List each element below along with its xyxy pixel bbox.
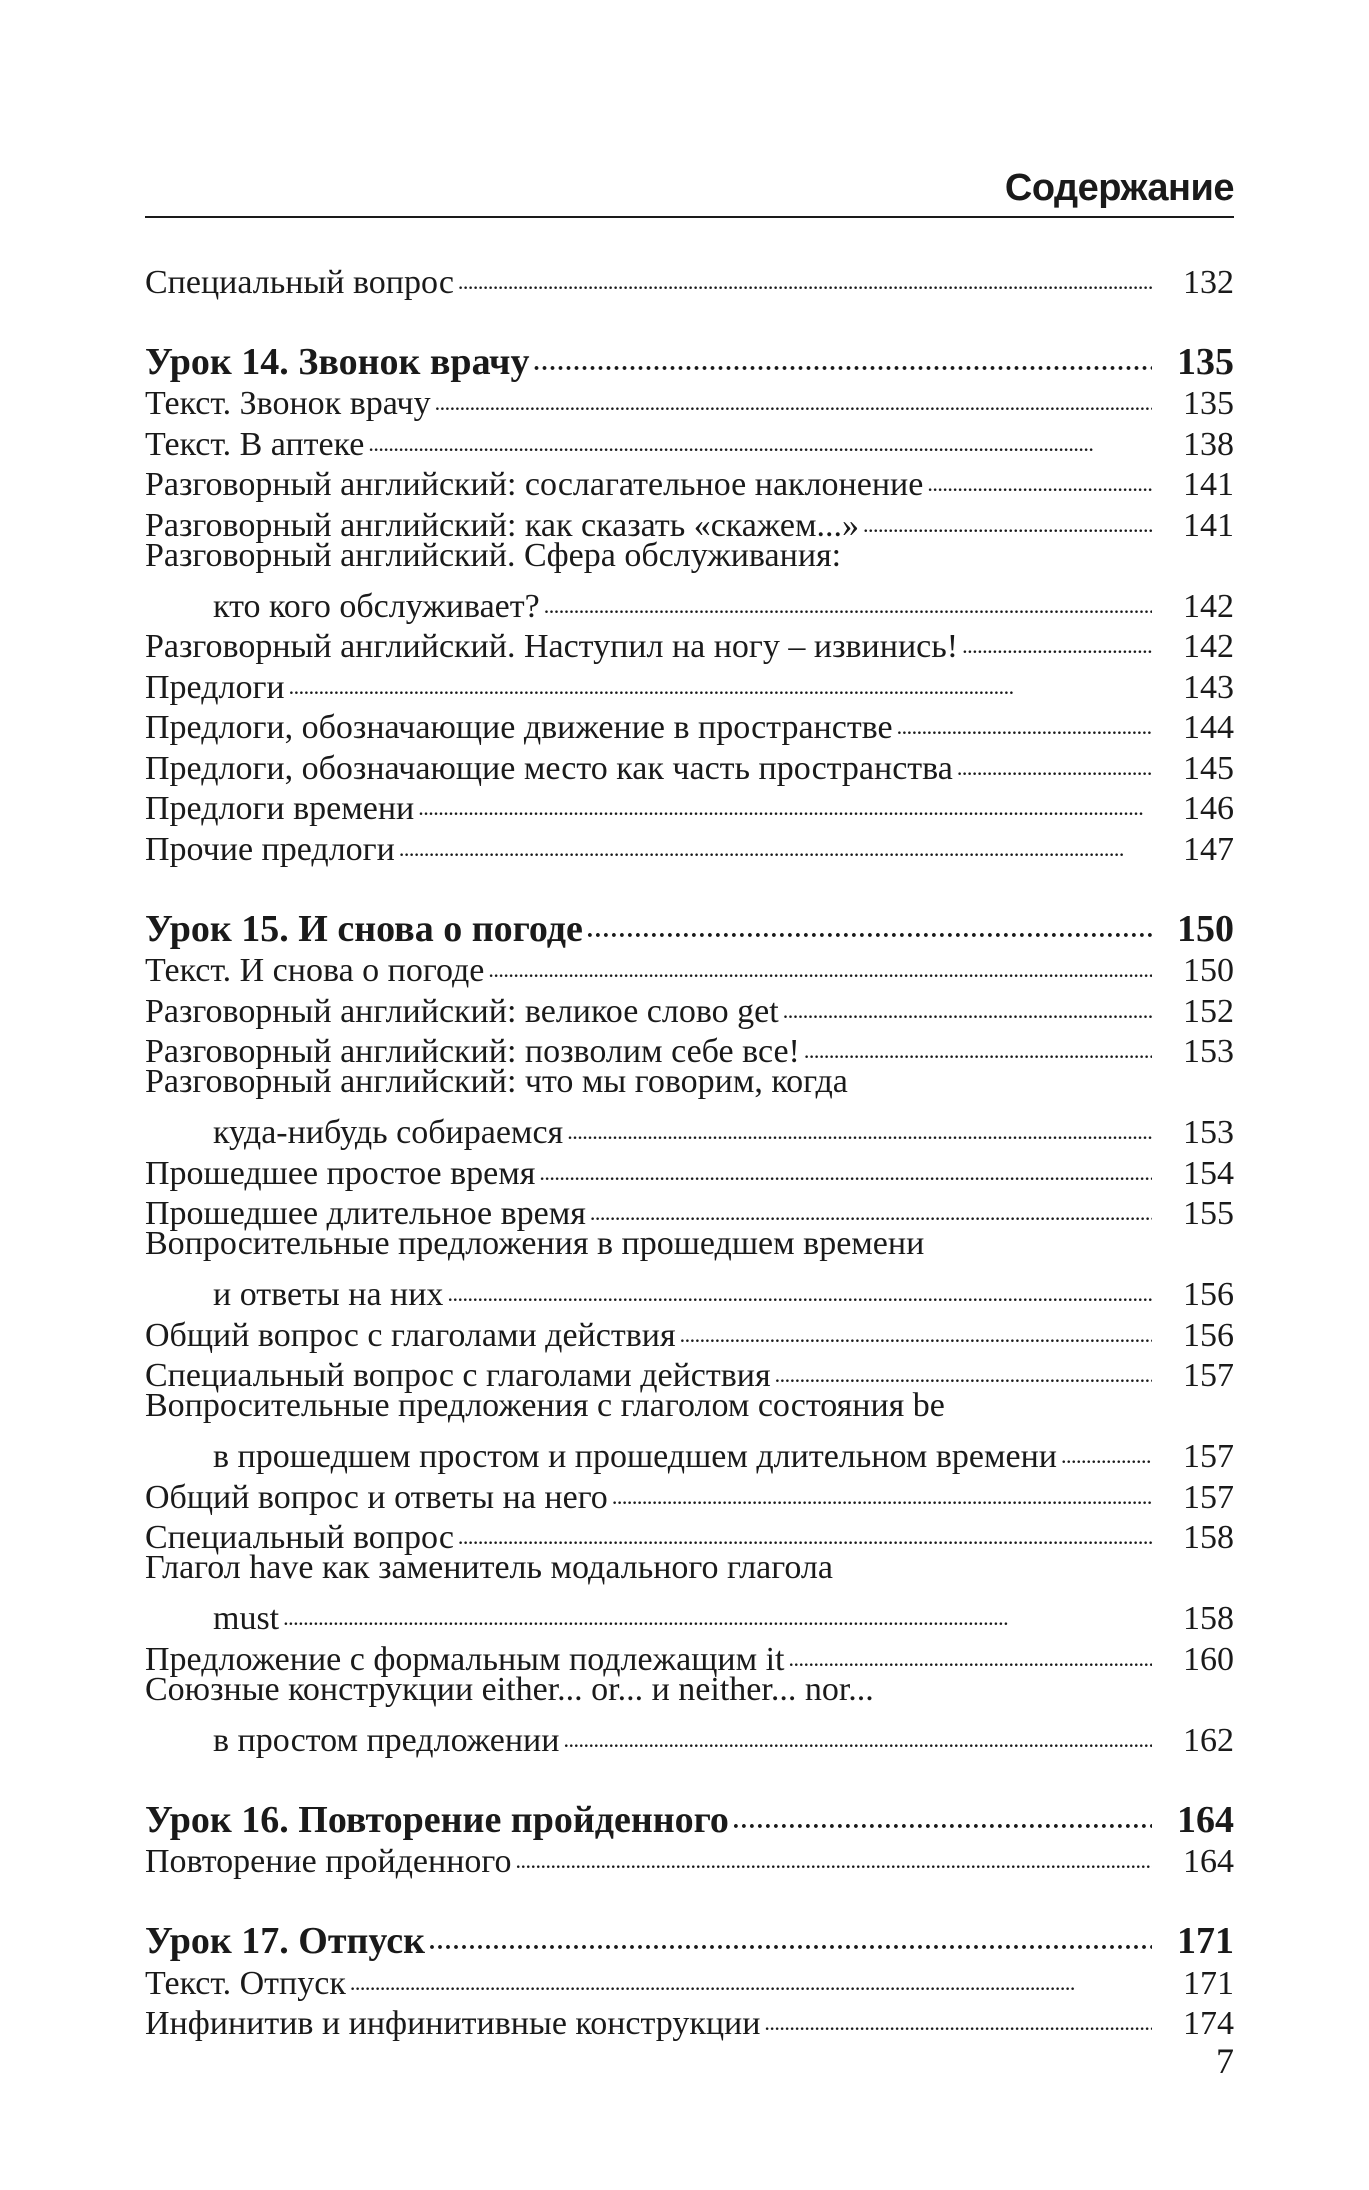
entry-page: 152 (1183, 992, 1234, 1030)
entry-title: и ответы на них (213, 1276, 444, 1313)
dot-leader (418, 779, 1152, 820)
entry-title: Предлоги, обозначающие место как часть пространства (145, 749, 953, 787)
entry-title: Разговорный английский: великое слово get (145, 992, 779, 1030)
entry-page: 132 (1183, 263, 1234, 301)
entry-title: Текст. Звонок врачу (145, 385, 431, 422)
entry-page: 145 (1183, 749, 1234, 787)
dot-leader (775, 1346, 1152, 1387)
entry-page: 174 (1183, 2005, 1234, 2042)
entry-title: Текст. И снова о погоде (145, 952, 485, 989)
entry-title: Общий вопрос с глаголами действия (145, 1316, 676, 1354)
dot-leader (447, 1265, 1152, 1306)
entry-page: 157 (1183, 1438, 1234, 1475)
entry-page: 147 (1183, 830, 1234, 868)
dot-leader (804, 1022, 1152, 1063)
lesson-page: 150 (1177, 907, 1234, 950)
entry-title: Разговорный английский: как сказать «скажем...» (145, 506, 860, 544)
entry-title: куда-нибудь собираемся (213, 1114, 564, 1151)
toc-entry-continuation[interactable] (145, 1427, 1234, 1475)
entry-title: в прошедшем простом и прошедшем длительном времени (213, 1438, 1057, 1475)
entry-page: 158 (1183, 1600, 1234, 1637)
toc-entry-continuation[interactable] (145, 576, 1234, 625)
toc-entry[interactable] (145, 698, 1234, 746)
lesson-page: 171 (1177, 1920, 1234, 1962)
dot-leader (435, 374, 1152, 415)
dot-leader (289, 657, 1152, 698)
entry-page: 171 (1183, 1964, 1234, 2002)
entry-title: Разговорный английский. Сфера обслуживания: (145, 536, 842, 574)
dot-leader (764, 1994, 1152, 2035)
entry-page: 156 (1183, 1316, 1234, 1354)
toc-entry[interactable] (145, 252, 1234, 301)
toc-entry[interactable] (145, 657, 1234, 706)
dot-leader (1061, 1427, 1152, 1468)
toc-entry-first-line[interactable] (145, 1062, 1234, 1103)
entry-page: 153 (1183, 1114, 1234, 1151)
toc-entry-continuation[interactable] (145, 1265, 1234, 1313)
entry-title: Разговорный английский. Наступил на ногу – извинись! (145, 628, 959, 665)
toc-entry-first-line[interactable] (145, 1386, 1234, 1427)
running-header (145, 160, 1234, 218)
entry-title: Вопросительные предложения в прошедшем времени (145, 1225, 925, 1262)
entry-page: 157 (1183, 1478, 1234, 1516)
toc-entry-continuation[interactable] (145, 1103, 1234, 1151)
entry-page: 157 (1183, 1357, 1234, 1394)
toc-entry-continuation[interactable] (145, 1710, 1234, 1759)
entry-page: 162 (1183, 1721, 1234, 1759)
entry-title: must (213, 1600, 280, 1637)
dot-leader (612, 1467, 1152, 1508)
dot-leader (350, 1953, 1152, 1994)
entry-page: 153 (1183, 1033, 1234, 1070)
entry-title: Прошедшее длительное время (145, 1195, 586, 1232)
dot-leader (516, 1832, 1152, 1873)
dot-leader (680, 1305, 1152, 1346)
dot-leader (368, 414, 1152, 455)
lesson-title: Урок 16. Повторение пройденного (145, 1798, 729, 1841)
entry-page: 160 (1183, 1640, 1234, 1678)
dot-leader (733, 1791, 1152, 1832)
dot-leader (539, 1143, 1152, 1184)
entry-page: 150 (1183, 952, 1234, 989)
toc-lesson-16[interactable] (145, 1791, 1234, 1841)
dot-leader (544, 576, 1152, 617)
lesson-title: Урок 14. Звонок врачу (145, 340, 530, 383)
entry-title: Специальный вопрос (145, 263, 454, 301)
entry-page: 138 (1183, 425, 1234, 463)
lesson-title: Урок 15. И снова о погоде (145, 907, 583, 950)
toc-entry-first-line[interactable] (145, 1548, 1234, 1589)
toc-entry-first-line[interactable] (145, 1670, 1234, 1711)
table-of-contents (145, 252, 1234, 2042)
entry-title: Повторение пройденного (145, 1843, 512, 1880)
entry-title: Прочие предлоги (145, 830, 395, 868)
entry-title: Текст. В аптеке (145, 425, 365, 463)
dot-leader (962, 617, 1152, 658)
entry-title: Инфинитив и инфинитивные конструкции (145, 2005, 761, 2042)
entry-page: 158 (1183, 1519, 1234, 1556)
entry-title: в простом предложении (213, 1721, 560, 1759)
entry-title: Текст. Отпуск (145, 1964, 346, 2002)
entry-title: Специальный вопрос с глаголами действия (145, 1357, 771, 1394)
dot-leader (533, 333, 1152, 374)
entry-page: 141 (1183, 506, 1234, 544)
entry-title: Разговорный английский: позволим себе все! (145, 1033, 800, 1070)
entry-page: 135 (1183, 385, 1234, 422)
dot-leader (957, 738, 1152, 779)
entry-title: Разговорный английский: сослагательное наклонение (145, 466, 924, 503)
dot-leader (399, 819, 1152, 860)
toc-lesson-15[interactable] (145, 900, 1234, 950)
dot-leader (458, 252, 1152, 293)
toc-lesson-17[interactable] (145, 1913, 1234, 1962)
dot-leader (783, 981, 1152, 1022)
dot-leader (563, 1710, 1152, 1751)
dot-leader (283, 1589, 1152, 1630)
dot-leader (429, 1913, 1152, 1954)
entry-title: Специальный вопрос (145, 1519, 454, 1556)
entry-page: 156 (1183, 1276, 1234, 1313)
page-number: 7 (1216, 2041, 1234, 2081)
header-title: Содержание (1004, 167, 1234, 209)
entry-title: Предлоги (145, 668, 285, 706)
entry-title: Предлоги времени (145, 790, 415, 827)
lesson-title: Урок 17. Отпуск (145, 1920, 426, 1962)
entry-page: 154 (1183, 1154, 1234, 1192)
dot-leader (788, 1629, 1152, 1670)
dot-leader (458, 1508, 1152, 1549)
toc-entry-first-line[interactable] (145, 1224, 1234, 1265)
entry-page: 155 (1183, 1195, 1234, 1232)
dot-leader (927, 455, 1152, 496)
entry-page: 141 (1183, 466, 1234, 503)
dot-leader (863, 495, 1152, 536)
entry-title: Разговорный английский: что мы говорим, когда (145, 1063, 848, 1100)
dot-leader (897, 698, 1152, 739)
toc-lesson-14[interactable] (145, 333, 1234, 383)
entry-title: Глагол have как заменитель модального глагола (145, 1549, 833, 1586)
entry-title: Вопросительные предложения с глаголом состояния be (145, 1387, 945, 1424)
entry-page: 142 (1183, 587, 1234, 625)
entry-page: 144 (1183, 709, 1234, 746)
dot-leader (567, 1103, 1152, 1144)
entry-page: 142 (1183, 628, 1234, 665)
entry-title: Предлоги, обозначающие движение в пространстве (145, 709, 893, 746)
toc-entry-continuation[interactable] (145, 1589, 1234, 1637)
entry-title: Прошедшее простое время (145, 1154, 536, 1192)
entry-page: 164 (1183, 1843, 1234, 1880)
toc-entry[interactable] (145, 1629, 1234, 1678)
dot-leader (488, 941, 1152, 982)
entry-page: 146 (1183, 790, 1234, 827)
entry-page: 143 (1183, 668, 1234, 706)
lesson-page: 135 (1177, 340, 1234, 383)
entry-title: Союзные конструкции either... or... и neither... nor... (145, 1670, 874, 1708)
lesson-page: 164 (1177, 1798, 1234, 1841)
toc-entry-first-line[interactable] (145, 536, 1234, 577)
dot-leader (587, 900, 1152, 941)
dot-leader (590, 1184, 1152, 1225)
entry-title: кто кого обслуживает? (213, 587, 540, 625)
entry-title: Общий вопрос и ответы на него (145, 1478, 608, 1516)
entry-title: Предложение с формальным подлежащим it (145, 1640, 785, 1678)
